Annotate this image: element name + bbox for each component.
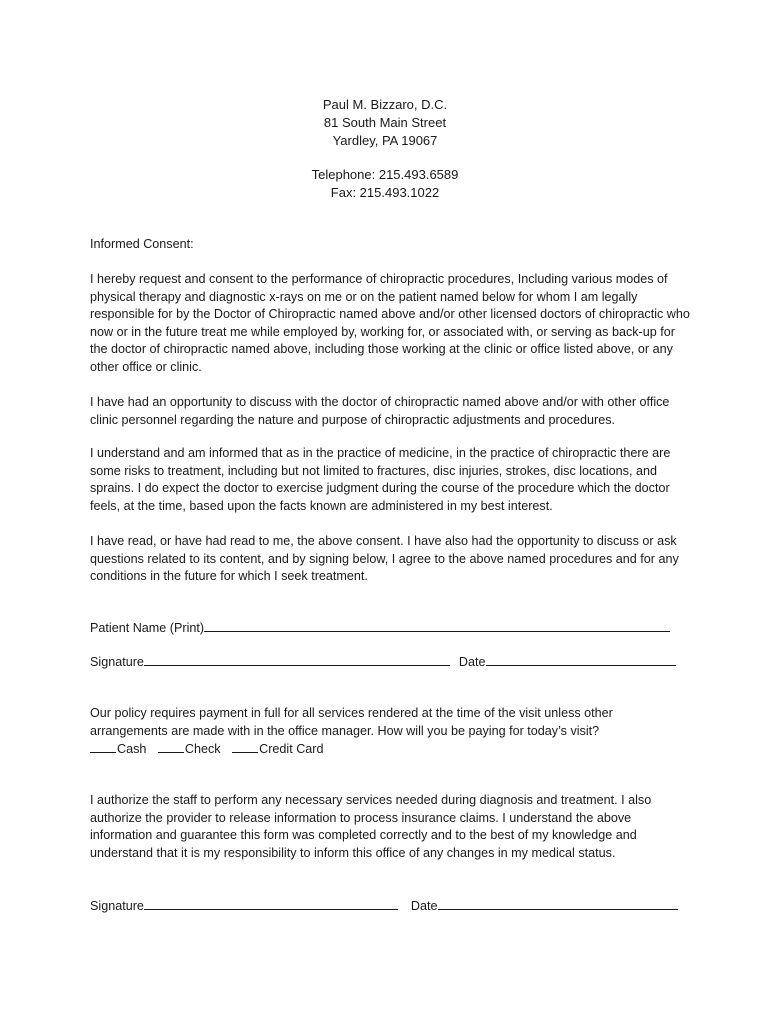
date-label-1: Date <box>458 655 486 669</box>
city-state-zip: Yardley, PA 19067 <box>332 133 438 148</box>
consent-paragraph-1: I hereby request and consent to the performance of chiropractic procedures, Including various modes of physical therapy and diagnostic x-rays on me or on the patient named below for whom I am legally responsible for by the Doctor of Chiropractic named above and/or other licensed doctors of chiropractic who now or in the future treat me while employed by, working for, or associated with, or serving as back-up for the doctor of chiropractic named above, including those working at the clinic or office listed above, or any other office or clinic. <box>90 272 690 374</box>
street-address: 81 South Main Street <box>323 115 447 130</box>
date-label-2: Date <box>410 899 438 913</box>
check-blank[interactable] <box>158 739 184 753</box>
consent-heading: Informed Consent: <box>90 237 194 251</box>
payment-policy-text: Our policy requires payment in full for all services rendered at the time of the visit unless other arrangements are made with in the office manager. How will you be paying for today’s visit? <box>90 706 613 738</box>
payment-options <box>90 739 332 758</box>
letterhead-contact <box>0 166 770 202</box>
signature-date-row-2 <box>90 896 680 915</box>
patient-name-label: Patient Name (Print) <box>90 621 205 635</box>
date-field-1[interactable] <box>486 652 676 666</box>
consent-paragraph-3: I understand and am informed that as in the practice of medicine, in the practice of chiropractic there are some risks to treatment, including but not limited to fractures, disc injuries, strokes, disc locations, and sprains. I do expect the doctor to exercise judgment during the course of the procedure which the doctor feels, at the time, based upon the facts known are administered in my best interest. <box>90 446 671 513</box>
cash-label: Cash <box>117 742 147 756</box>
check-label: Check <box>184 742 221 756</box>
telephone: Telephone: 215.493.6589 <box>311 167 459 182</box>
letterhead-address <box>0 96 770 150</box>
signature-date-row-1 <box>90 652 680 671</box>
signature-label-1: Signature <box>90 655 144 669</box>
consent-paragraph-2: I have had an opportunity to discuss with the doctor of chiropractic named above and/or with other office clinic personnel regarding the nature and purpose of chiropractic adjustments and procedures. <box>90 395 670 427</box>
consent-paragraph-4: I have read, or have had read to me, the above consent. I have also had the opportunity to discuss or ask questions related to its content, and by signing below, I agree to the above named procedures and for any conditions in the future for which I seek treatment. <box>90 534 679 583</box>
date-field-2[interactable] <box>438 896 678 910</box>
payment-option-credit-card[interactable] <box>232 739 323 758</box>
credit-card-label: Credit Card <box>259 742 324 756</box>
payment-option-cash[interactable] <box>90 739 146 758</box>
payment-option-check[interactable] <box>158 739 221 758</box>
patient-name-field[interactable] <box>204 618 670 632</box>
cash-blank[interactable] <box>90 739 116 753</box>
authorization-text: I authorize the staff to perform any necessary services needed during diagnosis and treatment. I also authorize the provider to release information to process insurance claims. I understand the above information and guarantee this form was completed correctly and to the best of my knowledge and understand that it is my responsibility to inform this office of any changes in my medical status. <box>90 793 652 860</box>
fax: Fax: 215.493.1022 <box>330 185 440 200</box>
signature-label-2: Signature <box>90 899 144 913</box>
doctor-name: Paul M. Bizzaro, D.C. <box>322 97 448 112</box>
signature-field-1[interactable] <box>144 652 450 666</box>
patient-name-row <box>90 618 680 637</box>
signature-field-2[interactable] <box>144 896 398 910</box>
credit-card-blank[interactable] <box>232 739 258 753</box>
